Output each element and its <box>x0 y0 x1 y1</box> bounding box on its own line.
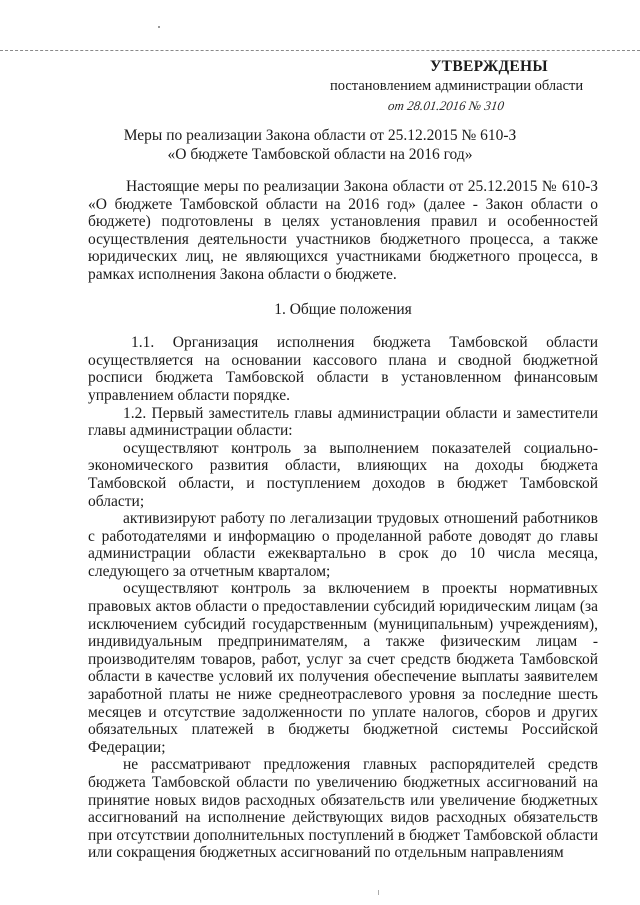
title-line-2: «О бюджете Тамбовской области на 2016 год» <box>167 146 473 163</box>
handwritten-date-number: от 28.01.2016 № 310 <box>387 98 506 113</box>
scan-dashed-border <box>0 50 640 51</box>
section-heading: 1. Общие положения <box>274 300 412 318</box>
approval-heading: УТВЕРЖДЕНЫ <box>430 58 548 75</box>
scan-artifact <box>158 26 160 28</box>
list-item: осуществляют контроль за включением в проекты нормативных правовых актов области о предоставлении субсидий юридическим лицам (за исключением субсидий государственным (муниципальным) учреждениям), индивидуальным предпринимателям, а также физическим лицам - производителям товаров, работ, услуг за счет средств бюджета Тамбовской области в качестве условий их получения обеспечение выплаты заявителем заработной платы не ниже среднеотраслевого уровня за последние шесть месяцев и отсутствие задолженности по уплате налогов, сборов и других обязательных платежей в бюджеты бюджетной системы Российской Федерации; <box>88 580 598 756</box>
approval-by-line: постановлением администрации области <box>330 78 584 94</box>
scan-artifact-bottom <box>378 890 379 895</box>
document-body <box>88 178 598 862</box>
paragraph-1-1: 1.1. Организация исполнения бюджета Тамбовской области осуществляется на основании кассового плана и сводной бюджетной росписи бюджета Тамбовской области в установленном финансовым управлением области порядке. <box>88 334 598 404</box>
title-line-1: Меры по реализации Закона области от 25.12.2015 № 610-З <box>123 127 517 144</box>
document-title <box>80 126 560 164</box>
list-item: осуществляют контроль за выполнением показателей социально-экономического развития области, влияющих на доходы бюджета Тамбовской области, и поступлением доходов в бюджет Тамбовской области; <box>88 439 598 510</box>
intro-paragraph: Настоящие меры по реализации Закона области от 25.12.2015 № 610-З «О бюджете Тамбовской области на 2016 год» (далее - Закон области о бюджете) подготовлены в целях установления правил и особенностей осуществления деятельности участников бюджетного процесса, а также юридических лиц, не являющихся участниками бюджетного процесса, в рамках исполнения Закона области о бюджете. <box>88 178 598 283</box>
paragraph-1-2: 1.2. Первый заместитель главы администрации области и заместители главы администрации области: <box>88 404 598 440</box>
list-item: активизируют работу по легализации трудовых отношений работников с работодателями и информацию о проделанной работе доводят до главы администрации области ежеквартально в срок до 10 числа месяца, следующего за отчетным кварталом; <box>88 510 598 580</box>
list-item: не рассматривают предложения главных распорядителей средств бюджета Тамбовской области по увеличению бюджетных ассигнований на принятие новых видов расходных обязательств или увеличение бюджетных ассигнований на исполнение действующих видов расходных обязательств при отсутствии дополнительных поступлений в бюджет Тамбовской области или сокращения бюджетных ассигнований по отдельным направлениям <box>88 756 598 862</box>
